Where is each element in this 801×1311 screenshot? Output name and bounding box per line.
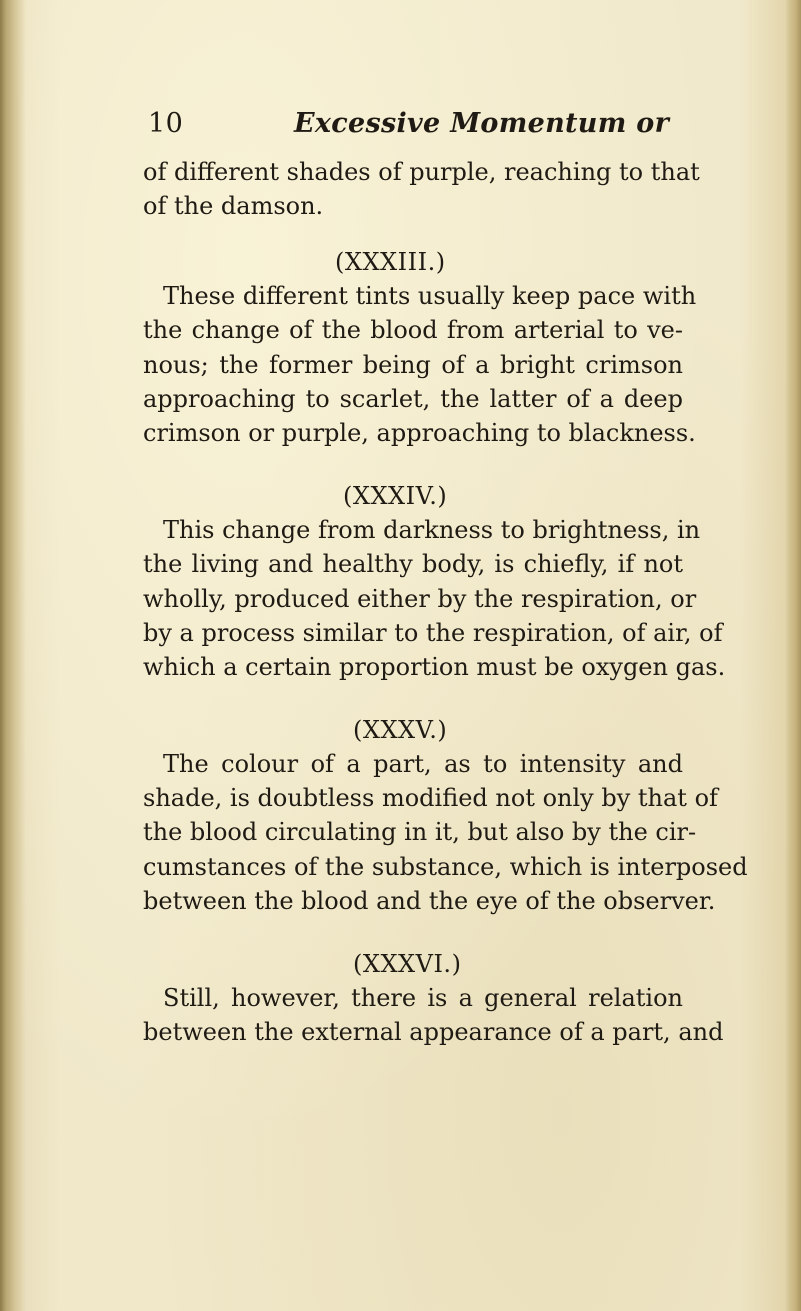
text-line: These different tints usually keep pace with: [163, 281, 697, 310]
page-number: 10: [148, 108, 184, 139]
text-line: of different shades of purple, reaching to that: [143, 158, 700, 186]
text-line: This change from darkness to brightness, in: [163, 515, 701, 544]
text-line: Still, however, there is a general relation: [163, 983, 683, 1012]
running-title: Excessive Momentum or: [294, 108, 670, 139]
text-line: The colour of a part, as to intensity and: [163, 749, 683, 778]
page-edge-right: [785, 0, 801, 1311]
text-line: approaching to scarlet, the latter of a deep: [143, 384, 683, 413]
text-line: of the damson.: [143, 192, 324, 221]
text-line: crimson or purple, approaching to blackness.: [143, 419, 696, 448]
text-line: shade, is doubtless modified not only by that of: [143, 784, 718, 813]
text-line: cumstances of the substance, which is interposed: [143, 852, 748, 881]
section-heading: (XXXIV.): [343, 481, 448, 510]
text-line: which a certain proportion must be oxygen gas.: [143, 653, 726, 682]
text-line: the change of the blood from arterial to ve-: [143, 316, 683, 345]
binding-shadow-left: [0, 0, 26, 1311]
text-line: nous; the former being of a bright crimson: [143, 350, 683, 379]
body-text: [143, 155, 748, 1049]
text-line: between the external appearance of a part, and: [143, 1018, 724, 1047]
section-heading: (XXXIII.): [335, 247, 446, 276]
running-head: [118, 108, 678, 148]
section-heading: (XXXVI.): [353, 949, 462, 978]
text-line: the blood circulating in it, but also by the cir-: [143, 818, 697, 847]
text-line: the living and healthy body, is chiefly, if not: [143, 550, 683, 579]
text-line: wholly, produced either by the respiration, or: [143, 584, 697, 613]
text-line: by a process similar to the respiration, of air, of: [143, 618, 723, 647]
section-heading: (XXXV.): [353, 715, 448, 744]
text-line: between the blood and the eye of the observer.: [143, 887, 716, 916]
